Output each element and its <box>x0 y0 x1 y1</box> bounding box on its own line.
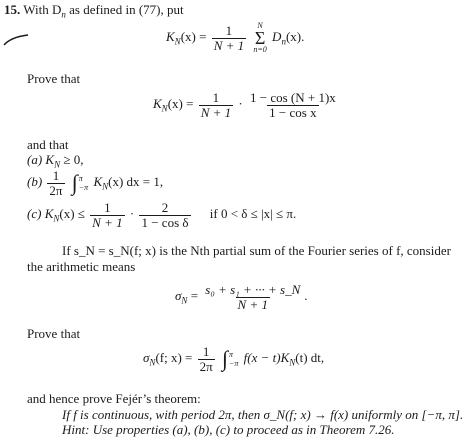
summation-sign: N Σ n=0 <box>253 21 267 55</box>
property-c: (c) $K_N(x)$ ≤ $\frac{1}{N + 1}$ · $\frac{2}{\text{1 − cos δ}}$ if 0 < δ ≤ |x| ≤ π. <box>27 200 297 230</box>
fejer-theorem-statement: If f is continuous, with period 2π, then σ_N(f; x) → f(x) uniformly on [−π, π]. <box>62 407 464 422</box>
margin-pen-mark <box>3 33 29 47</box>
and-that-text: and that <box>27 137 69 152</box>
equation-convolution: $\sigma_N(f$; x) = $\frac{1}{2\pi}$ ∫ π −π $f(x - t)K_N(t)$ dt, <box>143 344 325 374</box>
fejer-intro-text: and hence prove Fejér’s theorem: <box>27 391 201 406</box>
equation-kn-closed-form: $K_N(x)$ = $\frac{1}{N + 1}$ · $\frac{1 - \cos (N + 1)x}{\text{1 − cos x}}$ <box>153 90 336 120</box>
integral-sign: ∫ π −π <box>221 346 239 372</box>
problem-number: 15. <box>4 2 21 17</box>
equation-arithmetic-mean: $\sigma_N$ = $\frac{\text{s₀ + s₁ + ··· + s\_N}}{N + 1}$ . <box>175 282 308 312</box>
prove-that-heading-1: Prove that <box>27 71 81 86</box>
prove-that-heading-2: Prove that <box>27 326 81 341</box>
fraction: $\frac{1}{N + 1}$ <box>213 22 245 53</box>
property-a: (a) $K_N \ge 0$, <box>27 152 84 170</box>
integral-sign: ∫ π −π <box>71 170 89 196</box>
hint-text: Hint: Use properties (a), (b), (c) to proceed as in Theorem 7.26. <box>62 422 395 437</box>
intro-text: With $D_n$ as defined in (77), put <box>23 2 184 20</box>
problem-statement <box>4 2 184 20</box>
equation-kn-definition: $K_N(x)$ = $\frac{1}{N + 1}$ N Σ n=0 $D_n(x)$. <box>166 21 305 55</box>
property-b: (b) $\frac{1}{2\pi}$ ∫ π −π $K_N(x)$ dx = 1, <box>27 168 164 198</box>
paragraph-partial-sum-line1: If s_N = s_N(f; x) is the Nth partial sum of the Fourier series of f, consider <box>62 243 451 258</box>
paragraph-partial-sum-line2: the arithmetic means <box>27 259 136 274</box>
